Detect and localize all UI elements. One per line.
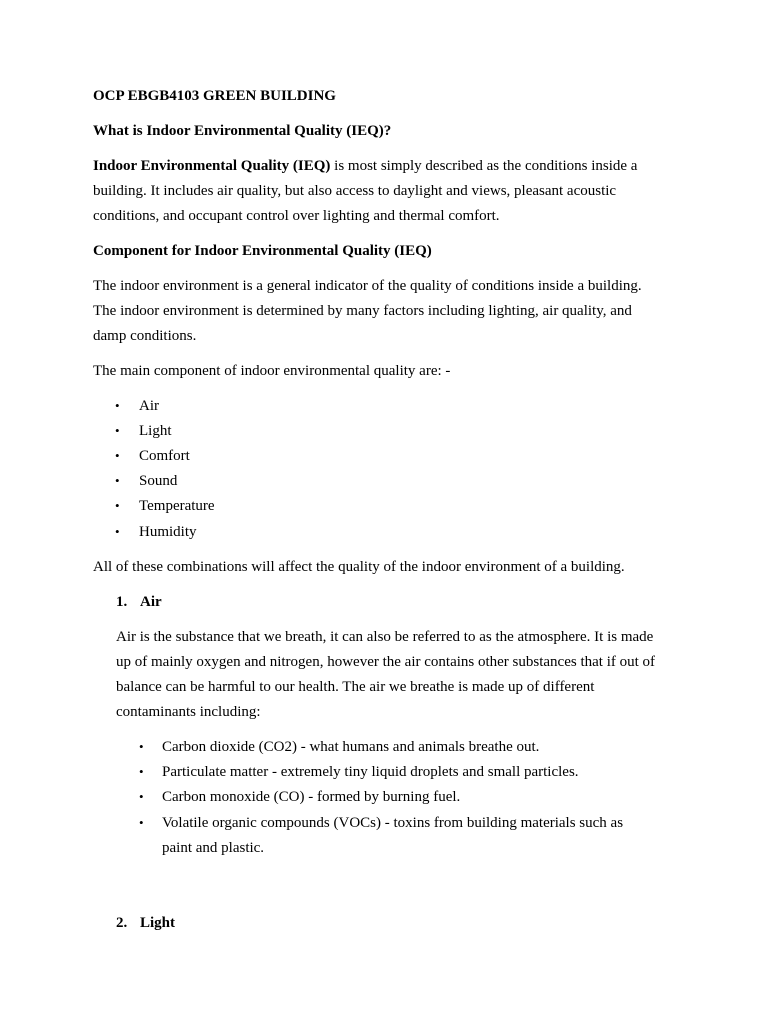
- list-item: Light: [139, 423, 172, 439]
- bullet-icon: •: [139, 789, 144, 804]
- ieq-paragraph-line-2: building. It includes air quality, but also access to daylight and views, pleasant acoustic: [93, 183, 617, 199]
- env-paragraph-line-2: The indoor environment is determined by many factors including lighting, air quality, and: [93, 303, 632, 319]
- section-1-title: Air: [140, 594, 162, 610]
- list-item: Carbon monoxide (CO) - formed by burning fuel.: [162, 789, 461, 805]
- bullet-icon: •: [115, 448, 120, 463]
- list-item: Air: [139, 398, 159, 414]
- combination-text: All of these combinations will affect the quality of the indoor environment of a building.: [93, 559, 625, 575]
- bullet-icon: •: [139, 815, 144, 830]
- air-paragraph-line-1: Air is the substance that we breath, it can also be referred to as the atmosphere. It is made: [116, 629, 654, 645]
- ieq-question-heading: What is Indoor Environmental Quality (IEQ)?: [93, 123, 392, 139]
- bullet-icon: •: [139, 764, 144, 779]
- bullet-icon: •: [115, 473, 120, 488]
- list-item: Sound: [139, 473, 178, 489]
- list-item: Temperature: [139, 498, 215, 514]
- ieq-term: Indoor Environmental Quality (IEQ): [93, 158, 331, 174]
- bullet-icon: •: [115, 423, 120, 438]
- section-1-number: 1.: [116, 594, 128, 610]
- ieq-paragraph-line-3: conditions, and occupant control over lighting and thermal comfort.: [93, 208, 500, 224]
- list-item: Carbon dioxide (CO2) - what humans and animals breathe out.: [162, 739, 540, 755]
- document-title: OCP EBGB4103 GREEN BUILDING: [93, 88, 336, 104]
- env-paragraph-line-3: damp conditions.: [93, 328, 197, 344]
- bullet-icon: •: [115, 524, 120, 539]
- bullet-icon: •: [139, 739, 144, 754]
- list-item: Comfort: [139, 448, 190, 464]
- section-2-number: 2.: [116, 915, 128, 931]
- list-item: Humidity: [139, 524, 197, 540]
- component-heading: Component for Indoor Environmental Quality (IEQ): [93, 243, 432, 259]
- env-paragraph-line-1: The indoor environment is a general indicator of the quality of conditions inside a building.: [93, 278, 642, 294]
- air-paragraph-line-4: contaminants including:: [116, 704, 261, 720]
- air-paragraph-line-3: balance can be harmful to our health. The air we breathe is made up of different: [116, 679, 595, 695]
- section-2-title: Light: [140, 915, 176, 931]
- ieq-paragraph-line-1-rest: is most simply described as the conditions inside a: [330, 158, 638, 174]
- list-item-continuation: paint and plastic.: [162, 840, 265, 856]
- main-component-intro: The main component of indoor environmental quality are: -: [93, 363, 451, 379]
- bullet-icon: •: [115, 398, 120, 413]
- air-paragraph-line-2: up of mainly oxygen and nitrogen, however the air contains other substances that if out of: [116, 654, 656, 670]
- bullet-icon: •: [115, 498, 120, 513]
- list-item: Particulate matter - extremely tiny liquid droplets and small particles.: [162, 764, 579, 780]
- ieq-paragraph-line-1: [93, 156, 637, 176]
- list-item: Volatile organic compounds (VOCs) - toxins from building materials such as: [162, 815, 624, 831]
